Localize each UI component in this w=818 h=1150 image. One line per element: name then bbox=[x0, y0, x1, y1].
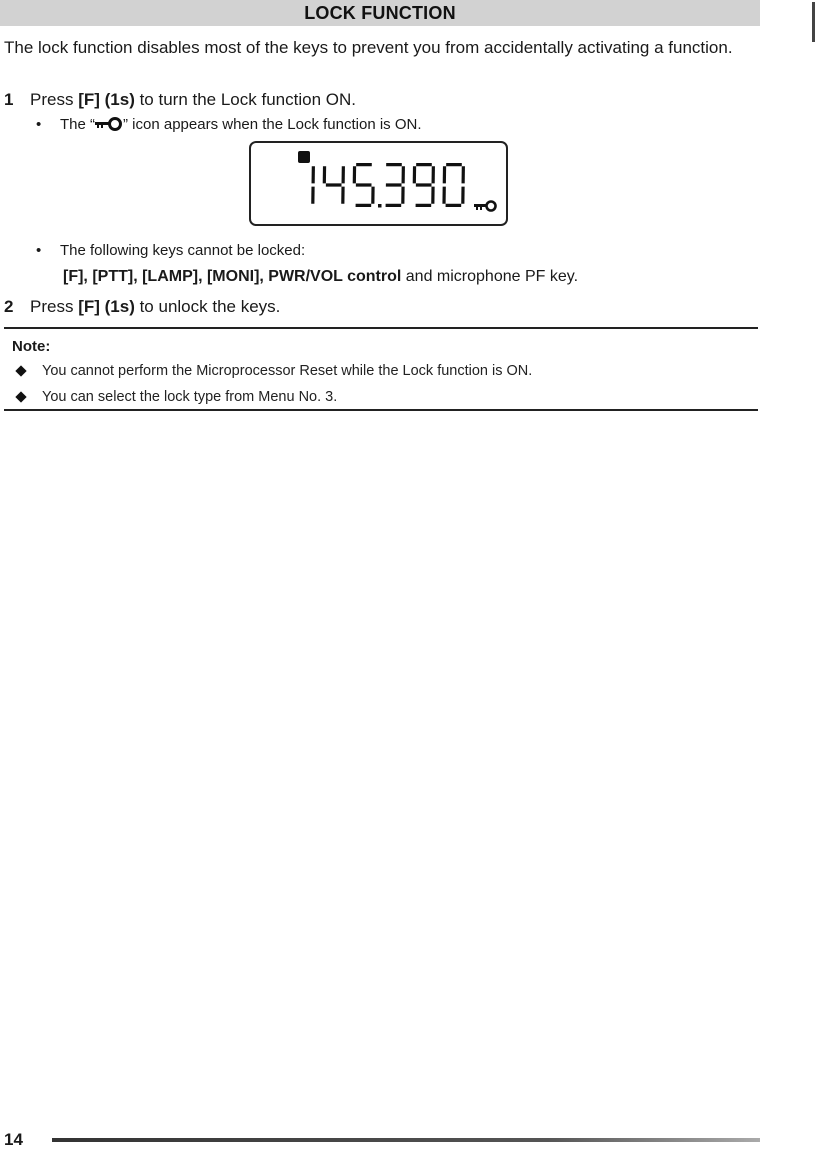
note-heading: Note: bbox=[12, 338, 51, 355]
lcd-segment bbox=[385, 183, 401, 186]
lcd-segment bbox=[445, 204, 461, 207]
step-text-post: to unlock the keys. bbox=[134, 297, 281, 316]
bullet-locked-keys bbox=[36, 241, 306, 261]
lcd-segment bbox=[341, 187, 344, 204]
step-number: 2 bbox=[4, 297, 14, 316]
locked-keys-suffix: and microphone PF key. bbox=[401, 268, 579, 285]
diamond-bullet-icon bbox=[15, 365, 26, 376]
step-number: 1 bbox=[4, 90, 14, 109]
page-number: 14 bbox=[4, 1130, 23, 1149]
lcd-digit bbox=[352, 163, 375, 207]
footer-rule bbox=[52, 1138, 760, 1142]
lcd-segment bbox=[431, 187, 434, 204]
step-text-pre: Press bbox=[30, 297, 79, 316]
note-item-text: You cannot perform the Microprocessor Reset while the Lock function is ON. bbox=[42, 363, 533, 379]
lcd-frequency bbox=[251, 157, 506, 218]
lcd-segment bbox=[415, 183, 431, 186]
lcd-display bbox=[249, 141, 508, 226]
page-edge-mark bbox=[812, 2, 815, 42]
diamond-bullet-icon bbox=[15, 391, 26, 402]
lcd-segment bbox=[386, 163, 402, 166]
lcd-segment bbox=[416, 163, 432, 166]
lcd-digit bbox=[385, 163, 404, 207]
lcd-digit bbox=[442, 163, 465, 207]
bullet-dot: • bbox=[36, 116, 42, 133]
lcd-segment bbox=[355, 183, 371, 186]
lcd-digit bbox=[322, 166, 345, 204]
note-item bbox=[42, 387, 337, 407]
lcd-digit bbox=[311, 166, 315, 204]
lcd-segment bbox=[442, 187, 445, 204]
lcd-decimal-point bbox=[378, 204, 382, 208]
locked-keys-list bbox=[63, 266, 578, 288]
intro-paragraph: The lock function disables most of the keys to prevent you from accidentally activating a function. bbox=[4, 38, 733, 57]
lcd-segment bbox=[401, 166, 404, 183]
lcd-segment bbox=[431, 166, 434, 183]
step-2 bbox=[4, 296, 280, 318]
step-key: [F] (1s) bbox=[78, 90, 135, 109]
bullet-key-icon-note bbox=[36, 115, 422, 137]
lcd-segment bbox=[446, 163, 462, 166]
lcd-segment bbox=[341, 166, 344, 183]
lcd-digit bbox=[412, 163, 435, 207]
section-title: LOCK FUNCTION bbox=[304, 3, 456, 23]
lcd-key-icon bbox=[474, 199, 498, 217]
lcd-segment bbox=[415, 204, 431, 207]
note-item bbox=[42, 361, 532, 381]
lcd-segment bbox=[356, 163, 372, 166]
step-text-pre: Press bbox=[30, 90, 79, 109]
lcd-segment bbox=[461, 166, 464, 183]
bullet-dot: • bbox=[36, 242, 42, 259]
lcd-segment bbox=[461, 187, 464, 204]
lcd-segment bbox=[442, 166, 445, 183]
lcd-segment bbox=[355, 204, 371, 207]
key-icon bbox=[95, 117, 123, 137]
step-key: [F] (1s) bbox=[78, 297, 135, 316]
lcd-segment bbox=[352, 166, 355, 183]
lcd-segment bbox=[385, 204, 401, 207]
lcd-segment bbox=[412, 166, 415, 183]
note-top-rule bbox=[4, 327, 758, 329]
bullet-text-pre: The “ bbox=[60, 116, 96, 133]
note-item-text: You can select the lock type from Menu No. 3. bbox=[42, 389, 338, 405]
bullet-text-post: ” icon appears when the Lock function is ON. bbox=[123, 116, 422, 133]
lcd-segment bbox=[371, 187, 374, 204]
lcd-segment bbox=[325, 183, 341, 186]
step-1 bbox=[4, 89, 356, 111]
note-bottom-rule bbox=[4, 409, 758, 411]
locked-keys: [F], [PTT], [LAMP], [MONI], PWR/VOL control bbox=[63, 268, 402, 285]
lcd-segment bbox=[311, 187, 314, 204]
step-text-post: to turn the Lock function ON. bbox=[134, 90, 356, 109]
lcd-segment bbox=[311, 166, 314, 183]
lcd-segment bbox=[401, 187, 404, 204]
lcd-segment bbox=[322, 166, 325, 183]
bullet-text: The following keys cannot be locked: bbox=[60, 242, 306, 259]
